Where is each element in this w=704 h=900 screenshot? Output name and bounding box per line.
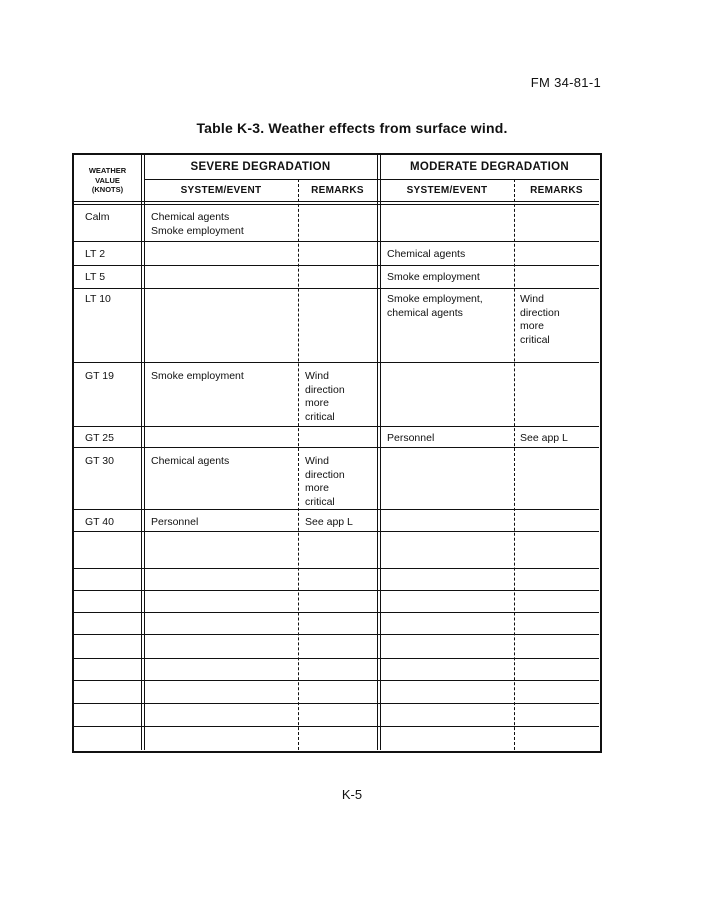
- row-rule: [74, 241, 599, 242]
- header-subrule: [144, 179, 599, 180]
- row-gt19-severe-remarks: Wind direction more critical: [305, 370, 345, 423]
- row-gt25-moderate-system: Personnel: [387, 432, 435, 444]
- row-rule: [74, 658, 599, 659]
- row-calm-severe-system: Chemical agents Smoke employment: [151, 211, 244, 237]
- col-rule-value-a: [141, 155, 142, 750]
- row-rule: [74, 362, 599, 363]
- row-gt40-severe-remarks: See app L: [305, 516, 353, 528]
- row-rule: [74, 265, 599, 266]
- row-rule: [74, 531, 599, 532]
- header-moderate-degradation: MODERATE DEGRADATION: [410, 161, 569, 173]
- row-calm-value: Calm: [85, 211, 110, 223]
- row-gt25-moderate-remarks: See app L: [520, 432, 568, 444]
- row-gt30-value: GT 30: [85, 455, 114, 467]
- table-title: Table K-3. Weather effects from surface wind.: [196, 120, 508, 136]
- col-rule-group-b: [380, 155, 381, 750]
- row-rule: [74, 612, 599, 613]
- row-rule: [74, 590, 599, 591]
- weather-effects-table: [72, 153, 602, 753]
- row-gt40-value: GT 40: [85, 516, 114, 528]
- row-gt19-severe-system: Smoke employment: [151, 370, 244, 382]
- col-rule-value-b: [144, 155, 145, 750]
- row-rule: [74, 509, 599, 510]
- row-gt25-value: GT 25: [85, 432, 114, 444]
- row-lt5-value: LT 5: [85, 271, 106, 283]
- header-severe-system-event: SYSTEM/EVENT: [180, 185, 262, 196]
- row-gt19-value: GT 19: [85, 370, 114, 382]
- row-lt10-value: LT 10: [85, 293, 111, 305]
- header-severe-remarks: REMARKS: [311, 185, 364, 196]
- row-rule: [74, 726, 599, 727]
- header-weather-value: WEATHER VALUE (KNOTS): [88, 166, 127, 194]
- row-lt2-moderate-system: Chemical agents: [387, 248, 466, 260]
- row-gt40-severe-system: Personnel: [151, 516, 199, 528]
- row-rule: [74, 568, 599, 569]
- row-lt10-moderate-system: Smoke employment, chemical agents: [387, 293, 483, 319]
- col-rule-group-a: [377, 155, 378, 750]
- row-rule: [74, 426, 599, 427]
- row-rule: [74, 447, 599, 448]
- row-rule: [74, 703, 599, 704]
- row-lt2-value: LT 2: [85, 248, 106, 260]
- header-moderate-remarks: REMARKS: [530, 185, 583, 196]
- row-lt5-moderate-system: Smoke employment: [387, 271, 480, 283]
- row-rule: [74, 288, 599, 289]
- row-rule: [74, 680, 599, 681]
- row-gt30-severe-remarks: Wind direction more critical: [305, 455, 345, 508]
- header-moderate-system-event: SYSTEM/EVENT: [406, 185, 488, 196]
- row-rule: [74, 634, 599, 635]
- row-gt30-severe-system: Chemical agents: [151, 455, 230, 467]
- header-rule-2: [74, 204, 599, 205]
- document-id: FM 34-81-1: [530, 75, 601, 90]
- header-rule-1: [74, 201, 599, 202]
- header-severe-degradation: SEVERE DEGRADATION: [190, 161, 331, 173]
- page-number: K-5: [341, 787, 363, 802]
- row-lt10-moderate-remarks: Wind direction more critical: [520, 293, 560, 346]
